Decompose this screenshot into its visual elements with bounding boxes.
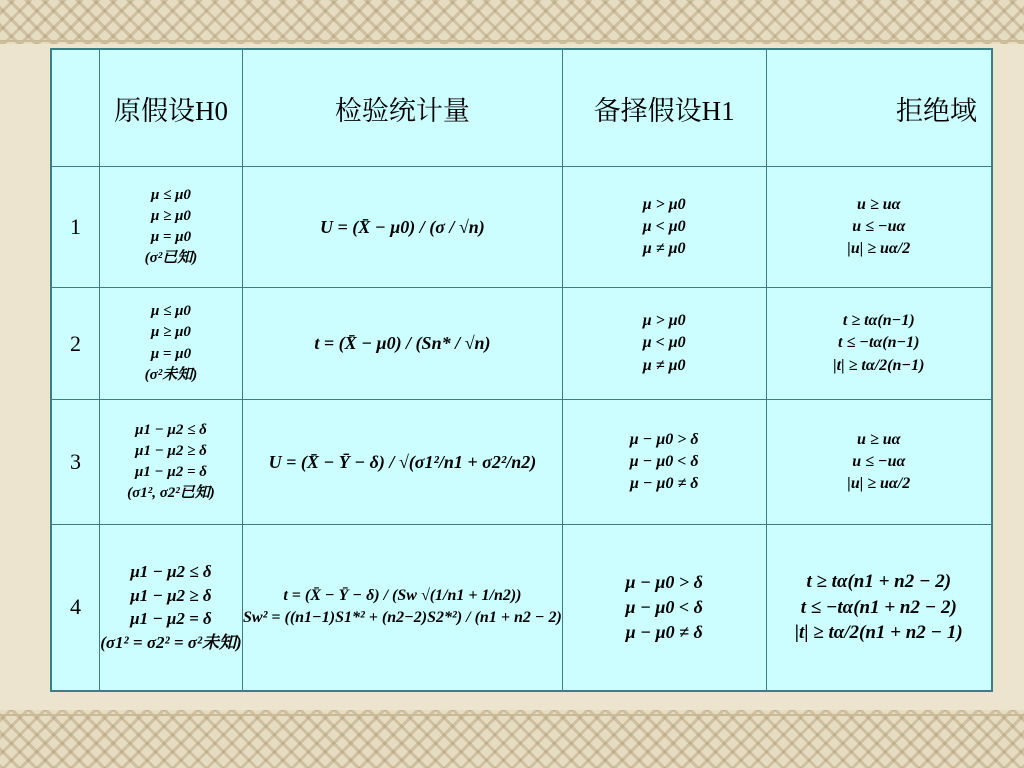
table-row	[51, 287, 992, 399]
alt-hypothesis-cell	[562, 524, 766, 691]
hypothesis-line: μ ≤ μ0	[151, 303, 191, 320]
row-number: 3	[51, 400, 99, 524]
rejection-region-cell	[766, 400, 992, 524]
hypothesis-line: μ ≠ μ0	[642, 240, 686, 258]
null-hypothesis-cell	[99, 167, 242, 287]
rejection-line: t ≤ −tα(n1 + n2 − 2)	[800, 596, 957, 618]
statistic-formula: U = (X̄ − μ0) / (σ / √n)	[320, 216, 485, 237]
row-number: 4	[51, 524, 99, 691]
table-header-row	[51, 49, 992, 167]
rejection-line: u ≥ uα	[857, 195, 901, 213]
statistic-formula: t = (X̄ − μ0) / (Sn* / √n)	[314, 333, 491, 354]
header-null-hypothesis: 原假设H0	[99, 49, 242, 167]
test-statistic-cell	[243, 167, 563, 287]
header-rejection-region: 拒绝域	[766, 49, 992, 167]
null-hypothesis-cell	[99, 400, 242, 524]
hypothesis-line: μ1 − μ2 ≤ δ	[135, 421, 207, 438]
table-row	[51, 400, 992, 524]
hypothesis-line: μ1 − μ2 = δ	[134, 464, 207, 481]
rejection-line: |t| ≥ tα/2(n−1)	[833, 356, 925, 374]
hypothesis-line: μ − μ0 > δ	[629, 430, 699, 448]
hypothesis-line: μ ≠ μ0	[642, 356, 686, 374]
null-hypothesis-cell	[99, 524, 242, 691]
hypothesis-line: μ ≤ μ0	[151, 186, 191, 203]
row-number: 1	[51, 167, 99, 287]
rejection-region-cell	[766, 524, 992, 691]
rejection-line: u ≥ uα	[857, 430, 901, 448]
table-row	[51, 167, 992, 287]
statistic-formula: t = (X̄ − Ȳ − δ) / (Sw √(1/n1 + 1/n2)) Sw² = ((n1−1)S1*² + (n2−2)S2*²) / (n1 + n2 − 2)	[243, 587, 562, 627]
hypothesis-line: μ − μ0 < δ	[625, 597, 703, 618]
hypothesis-line: μ − μ0 ≠ δ	[629, 475, 699, 493]
row-number: 2	[51, 287, 99, 399]
hypothesis-line: μ < μ0	[642, 217, 686, 235]
alt-hypothesis-cell	[562, 167, 766, 287]
header-index	[51, 49, 99, 167]
hypothesis-line: μ < μ0	[642, 334, 686, 352]
rejection-line: t ≤ −tα(n−1)	[838, 334, 920, 352]
hypothesis-line: μ1 − μ2 = δ	[130, 609, 212, 629]
test-statistic-cell	[243, 287, 563, 399]
hypothesis-line: μ ≥ μ0	[151, 207, 191, 224]
rejection-region-cell	[766, 287, 992, 399]
hypothesis-line: μ > μ0	[642, 312, 686, 330]
header-alt-hypothesis: 备择假设H1	[562, 49, 766, 167]
test-statistic-cell	[243, 524, 563, 691]
rejection-line: u ≤ −uα	[852, 217, 906, 235]
rejection-line: |t| ≥ tα/2(n1 + n2 − 1)	[794, 622, 963, 644]
table-row	[51, 524, 992, 691]
null-hypothesis-cell	[99, 287, 242, 399]
condition-note: (σ²已知)	[144, 250, 198, 267]
rejection-line: u ≤ −uα	[852, 452, 906, 470]
decorative-bottom-border	[0, 710, 1024, 768]
rejection-line: t ≥ tα(n1 + n2 − 2)	[806, 570, 952, 592]
test-statistic-cell	[243, 400, 563, 524]
hypothesis-line: μ ≥ μ0	[151, 324, 191, 341]
condition-note: (σ²未知)	[144, 366, 198, 383]
hypothesis-line: μ1 − μ2 ≤ δ	[130, 562, 212, 582]
header-test-statistic: 检验统计量	[243, 49, 563, 167]
alt-hypothesis-cell	[562, 400, 766, 524]
rejection-line: |u| ≥ uα/2	[847, 240, 911, 258]
condition-note: (σ1², σ2²已知)	[127, 485, 215, 502]
alt-hypothesis-cell	[562, 287, 766, 399]
hypothesis-line: μ = μ0	[150, 345, 192, 362]
hypothesis-line: μ − μ0 > δ	[625, 572, 703, 593]
hypothesis-test-table	[50, 48, 993, 692]
hypothesis-line: μ − μ0 < δ	[629, 452, 699, 470]
decorative-top-border	[0, 0, 1024, 44]
statistic-formula: U = (X̄ − Ȳ − δ) / √(σ1²/n1 + σ2²/n2)	[268, 451, 537, 472]
hypothesis-line: μ1 − μ2 ≥ δ	[135, 442, 207, 459]
condition-note: (σ1² = σ2² = σ²未知)	[100, 632, 242, 652]
rejection-line: |u| ≥ uα/2	[847, 475, 911, 493]
rejection-region-cell	[766, 167, 992, 287]
hypothesis-line: μ = μ0	[150, 229, 192, 246]
hypothesis-line: μ1 − μ2 ≥ δ	[130, 585, 212, 605]
hypothesis-line: μ > μ0	[642, 195, 686, 213]
hypothesis-line: μ − μ0 ≠ δ	[625, 621, 703, 642]
rejection-line: t ≥ tα(n−1)	[842, 312, 915, 330]
